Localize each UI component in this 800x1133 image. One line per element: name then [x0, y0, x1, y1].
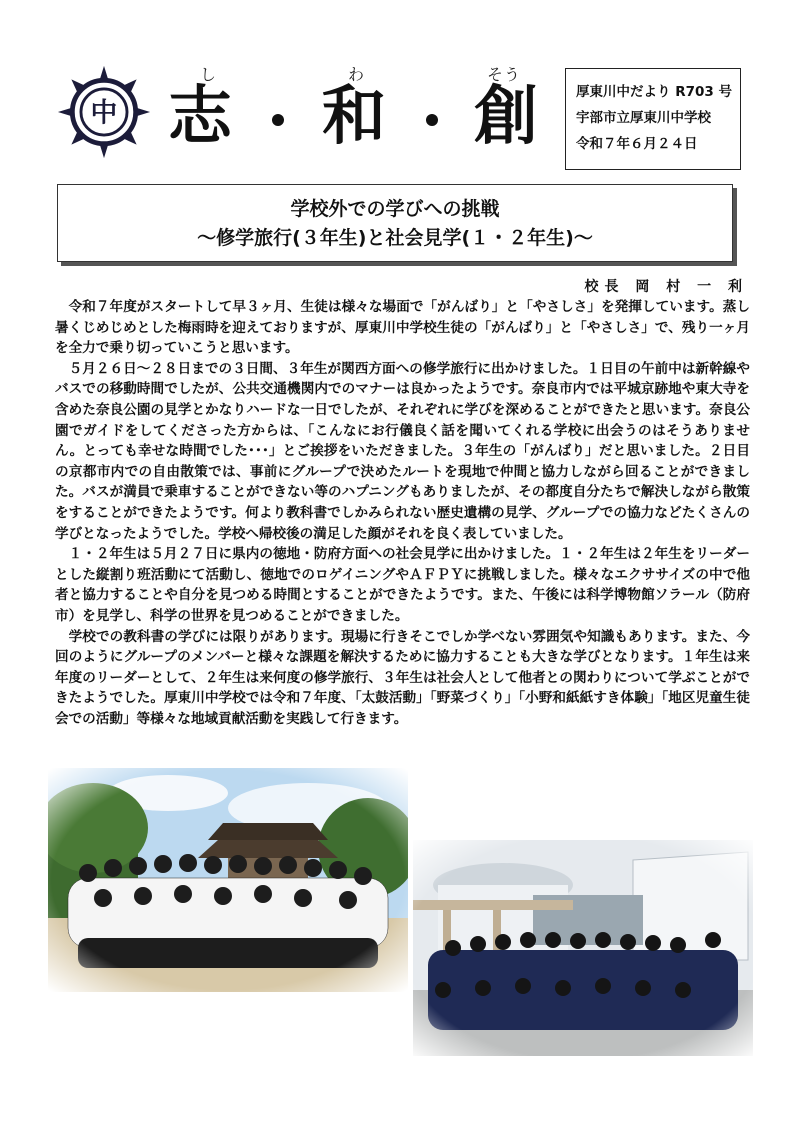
science-museum-group-photo	[413, 840, 753, 1056]
paragraph-field-trip: １・２年生は５月２７日に県内の徳地・防府方面への社会見学に出かけました。１・２年生は２年生をリーダーとした縦割り班活動にて活動し、徳地でのロゲイニングやＡＦＰＹに挑戦しました。様々なエクササイズの中で他者と協力することや自分を見つめる時間とすることができたようです。また、午後には科学博物館ソラール（防府市）を見学し、科学の世界を見つめることができました。	[55, 546, 750, 624]
paragraph-school-trip: ５月２６日～２８日までの３日間、３年生が関西方面への修学旅行に出かけました。１日目の午前中は新幹線やバスでの移動時間でしたが、公共交通機関内でのマナーは良かったようです。奈良市内では平城京跡地や東大寺を含めた奈良公園の見学とかなりハードな一日でしたが、それぞれに学びを深めることができたと思います。奈良公園でガイドをしてくださった方からは、「こんなにお行儀良く話を聞いてくれる学校に出会うのはそうありません。とっても幸せな時間でした･･･」とご挨拶をいただきました。３年生の「がんばり」だと思いました。２日目の京都市内での自由散策では、事前にグループで決めたルートを現地で仲間と協力しながら回ることができました。バスが満員で乗車することができない等のハプニングもありましたが、その都度自分たちで解決しながら散策をすることができたようです。何より教科書でしかみられない歴史遺構の見学、グループでの協力などたくさんの学びとなったようでした。学校へ帰校後の満足した顔がそれを良く表していました。	[55, 360, 750, 542]
title-separator-dot	[426, 114, 438, 126]
headline-title: 学校外での学びへの挑戦	[290, 198, 500, 220]
emblem-char: 中	[90, 97, 118, 129]
principal-byline: 校長 岡 村 一 利	[584, 279, 748, 295]
title-char-sou: 創	[474, 79, 538, 154]
article-body	[55, 297, 750, 729]
headline-subtitle: ～修学旅行(３年生)と社会見学(１・２年生)～	[197, 227, 593, 249]
furigana-sou: そう	[487, 65, 522, 84]
article-headline-box	[57, 184, 733, 262]
furigana-wa: わ	[348, 65, 366, 84]
title-char-shi: 志	[168, 79, 232, 154]
newsletter-info-box	[565, 68, 741, 170]
title-char-wa: 和	[322, 79, 386, 154]
paragraph-conclusion: 学校での教科書の学びには限りがあります。現場に行きそこでしか学べない雰囲気や知識もあります。また、今回のようにグループのメンバーと様々な課題を解決するために協力することも大きな学びとなります。１年生は来年度のリーダーとして、２年生は来何度の修学旅行、３年生は社会人として他者との関わりについて学ぶことができたようでした。厚東川中学校では令和７年度、「太鼓活動」「野菜づくり」「小野和紙紙すき体験」「地区児童生徒会での活動」等様々な地域貢献活動を実践して行きます。	[55, 628, 750, 727]
nara-group-photo	[48, 768, 408, 992]
newsletter-issue: 厚東川中だより R703 号	[576, 84, 732, 100]
paragraph-intro: 令和７年度がスタートして早３ヶ月、生徒は様々な場面で「がんばり」と「やさしさ」を発揮しています。蒸し暑くじめじめとした梅雨時を迎えておりますが、厚東川中学校生徒の「がんばり」と「やさしさ」で、残り一ヶ月を全力で乗り切っていこうと思います。	[55, 299, 750, 357]
issue-date: 令和７年６月２４日	[576, 136, 698, 152]
furigana-shi: し	[200, 65, 218, 84]
school-name: 宇部市立厚東川中学校	[576, 110, 711, 126]
school-emblem-logo	[56, 64, 152, 160]
title-separator-dot	[272, 114, 284, 126]
